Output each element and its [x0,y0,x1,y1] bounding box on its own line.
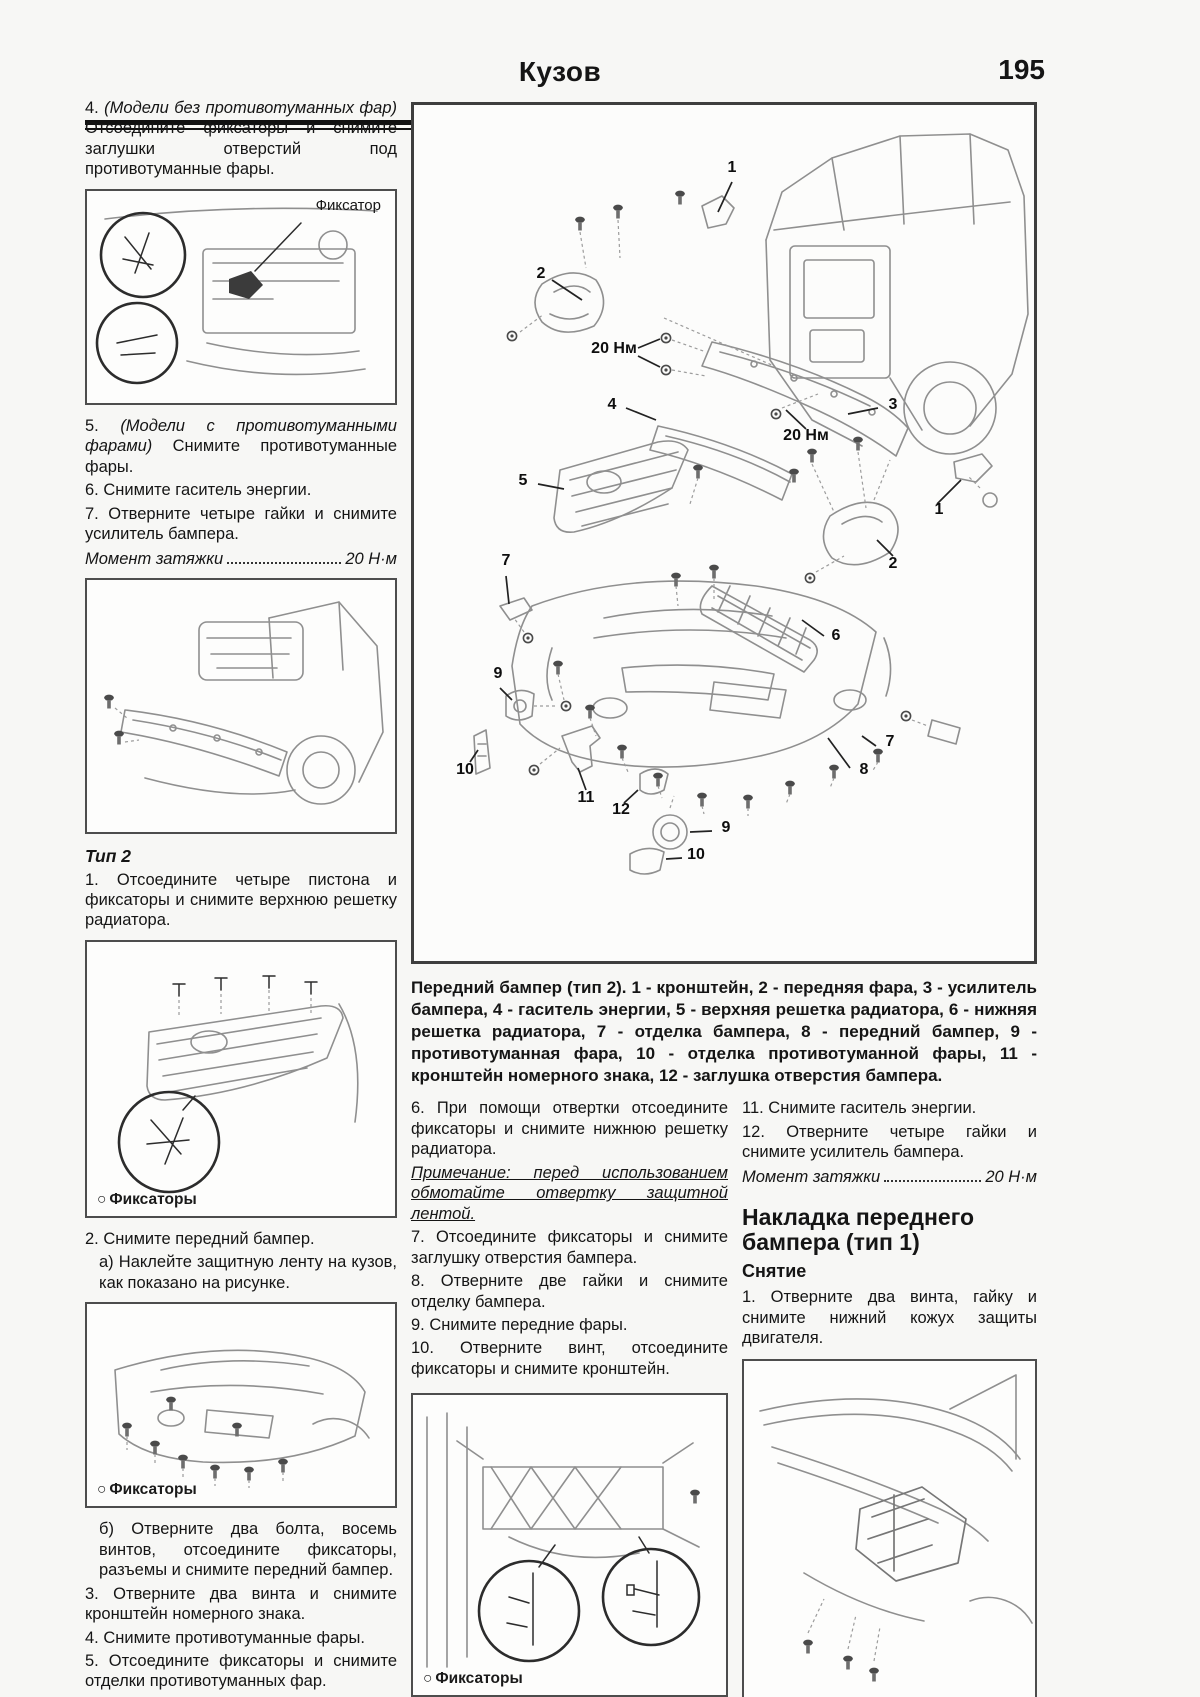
legend-circle-symbol: ○ [97,1190,107,1208]
step-3-plate-bracket: 3. Отверните два винта и снимите кронштейн номерного знака. [85,1584,397,1624]
step-5-models-with-foglights [85,416,397,477]
legend-label: Фиксаторы [109,1481,197,1499]
page-content [85,98,1037,1697]
step-7-bumper-plug: 7. Отсоедините фиксаторы и снимите заглушку отверстия бампера. [411,1228,728,1267]
callout-3-reinforcement: 3 [888,396,898,413]
step-italic-note: (Модели без противотуманных фар) [104,99,397,117]
step-12-reinforcement: 12. Отверните четыре гайки и снимите усилитель бампера. [742,1122,1037,1162]
fixator-detail-sketch [87,191,395,403]
right-area [411,98,1037,1697]
torque-value: 20 Н·м [345,549,397,568]
step-number: 5. [85,416,99,435]
dot-leader [884,1180,981,1182]
callout-2-headlight-right: 2 [888,555,898,572]
fixator-label: Фиксатор [315,196,381,214]
step-6-remove-absorber: 6. Снимите гаситель энергии. [85,481,312,500]
legend-circle-symbol: ○ [97,1481,107,1499]
callout-2-headlight: 2 [536,265,546,282]
torque-label: Момент затяжки [742,1167,881,1186]
legend-label: Фиксаторы [109,1190,197,1208]
grille-clips-sketch [87,942,395,1216]
lower-columns [411,1098,1037,1697]
callout-5-upper-grille: 5 [518,472,528,489]
type2-heading: Тип 2 [85,845,131,866]
torque-spec [742,1168,1037,1187]
step-4-models-without-foglights [85,98,397,180]
section-heading-front-bumper-pad: Накладка переднего бампера (тип 1) [742,1203,975,1256]
figure-reinforcement-removal [85,578,397,834]
callout-1-bracket: 1 [727,159,737,176]
figure-grille-clips [85,940,397,1218]
callout-8-front-bumper: 8 [859,761,869,778]
exploded-diagram-front-bumper [411,102,1037,964]
figure-legend [423,1670,523,1688]
torque-spec [85,550,397,569]
torque-label: Момент затяжки [85,549,224,568]
figure-engine-undercover [742,1359,1037,1697]
step-6-lower-grille: 6. При помощи отвертки отсоедините фиксаторы и снимите нижнюю решетку радиатора. [411,1099,728,1159]
note-screwdriver-tape: Примечание: перед использованием обмотайте отвертку защитной лентой. [411,1163,728,1223]
figure-legend [97,1481,197,1499]
type2-step-1: 1. Отсоедините четыре пистона и фиксаторы и снимите верхнюю решетку радиатора. [85,870,397,930]
callout-9-foglight-left: 9 [493,665,503,682]
diagram-caption: Передний бампер (тип 2). 1 - кронштейн, 2 - передняя фара, 3 - усилитель бампера, 4 - гаситель энергии, 5 - верхняя решетка радиатора, 6 - нижняя решетка радиатора, 7 - отделка бампера, 8 - передний бампер, 9 - противотуманная фара, 10 - отделка противотуманной фары, 11 - кронштейн номерного знака, 12 - заглушка отверстия бампера. [411,978,1037,1086]
step-11-absorber: 11. Снимите гаситель энергии. [742,1099,977,1118]
figure-legend [97,1191,197,1209]
step-10-bracket: 10. Отверните винт, отсоедините фиксаторы и снимите кронштейн. [411,1339,728,1378]
left-column [85,98,397,1697]
pad-step-1-engine-cover: 1. Отверните два винта, гайку и снимите нижний кожух защиты двигателя. [742,1288,1037,1348]
step-2a-protective-tape: а) Наклейте защитную ленту на кузов, как показано на рисунке. [99,1253,397,1292]
figure-fixator-detail [85,189,397,405]
callout-9-foglight-bottom: 9 [721,819,731,836]
figure-bracket-clips [411,1393,728,1697]
bracket-clips-sketch [413,1395,726,1695]
figure-bumper-screws [85,1302,397,1508]
callout-12-plug: 12 [612,801,630,818]
step-text: Снимите противотуманные фары. [85,437,397,476]
engine-undercover-sketch [744,1361,1035,1697]
subsection-removal: Снятие [742,1261,807,1282]
step-number: 4. [85,99,99,117]
step-7-remove-reinforcement: 7. Отверните четыре гайки и снимите усилитель бампера. [85,504,397,544]
step-5b-foglight-trim: 5. Отсоедините фиксаторы и снимите отделки противотуманных фар. [85,1651,397,1691]
legend-label: Фиксаторы [435,1670,523,1688]
callout-10-foglight-trim-bottom: 10 [687,846,705,863]
step-4b-remove-foglights: 4. Снимите противотуманные фары. [85,1628,365,1647]
rightmost-column [742,1098,1037,1697]
step-2b-remove-bumper: б) Отверните два болта, восемь винтов, отсоедините фиксаторы, разъемы и снимите передний бампер. [99,1520,397,1580]
page-number: 195 [998,54,1045,85]
step-text: Отсоедините фиксаторы и снимите заглушки отверстий под противотуманные фары. [85,119,397,179]
callout-1-bracket-right: 1 [934,501,944,518]
callout-11-plate-bracket: 11 [577,789,595,806]
callout-4-absorber: 4 [607,396,617,413]
dot-leader [227,562,341,564]
step-italic-note: (Модели с противотуманными фарами) [85,416,397,456]
callout-torque-20nm: 20 Нм [591,340,637,357]
middle-column [411,1098,728,1697]
step-8-bumper-trim: 8. Отверните две гайки и снимите отделку бампера. [411,1272,728,1311]
step-9-headlights: 9. Снимите передние фары. [411,1316,628,1334]
page-title: Кузов [518,56,602,87]
bumper-screws-sketch [87,1304,395,1506]
callout-6-lower-grille: 6 [831,627,841,644]
torque-value: 20 Н·м [985,1167,1037,1186]
callout-7-trim-left: 7 [501,552,511,569]
step-2-remove-front-bumper: 2. Снимите передний бампер. [85,1229,315,1248]
callout-7-trim-right: 7 [885,733,895,750]
callout-torque-20nm-2: 20 Нм [783,427,829,444]
callout-10-foglight-trim-left: 10 [456,761,474,778]
legend-circle-symbol: ○ [423,1670,433,1688]
reinforcement-sketch [87,580,395,832]
